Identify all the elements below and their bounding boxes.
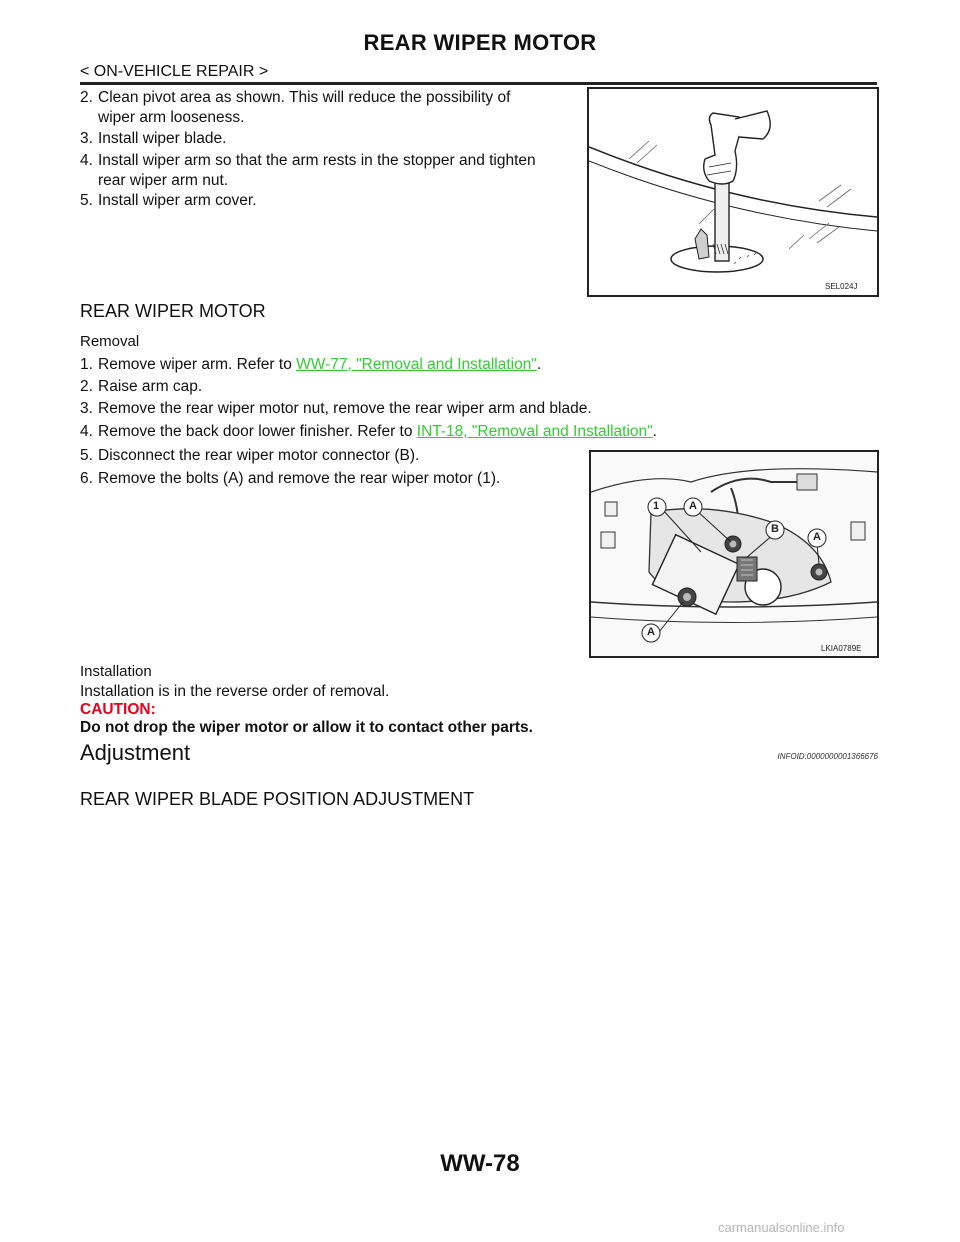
install-step-3: 3. Install wiper blade. bbox=[80, 130, 227, 147]
install-step-2: 2. Clean pivot area as shown. This will reduce the possibility of wiper arm looseness. bbox=[80, 89, 511, 126]
removal-step-2: 2. Raise arm cap. bbox=[80, 378, 203, 395]
removal-heading: Removal bbox=[80, 333, 140, 350]
caution-text: Do not drop the wiper motor or allow it to contact other parts. bbox=[80, 719, 533, 736]
figure-wiper-motor bbox=[589, 450, 879, 658]
callout-bolt-a-bottom: A bbox=[647, 626, 655, 638]
removal-step-4: 4. Remove the back door lower finisher. Refer to INT-18, "Removal and Installation". bbox=[80, 423, 657, 440]
callout-bolt-a-right: A bbox=[813, 531, 821, 543]
page-title: REAR WIPER MOTOR bbox=[363, 30, 597, 55]
removal-step-6: 6. Remove the bolts (A) and remove the rear wiper motor (1). bbox=[80, 470, 501, 487]
figure2-label: LKIA0789E bbox=[821, 644, 862, 653]
section-breadcrumb: < ON-VEHICLE REPAIR > bbox=[80, 63, 269, 80]
page-number: WW-78 bbox=[440, 1150, 520, 1177]
header-rule bbox=[80, 82, 877, 85]
removal-step-3: 3. Remove the rear wiper motor nut, remove the rear wiper arm and blade. bbox=[80, 400, 592, 417]
installation-heading: Installation bbox=[80, 663, 152, 680]
install-step-4: 4. Install wiper arm so that the arm rests in the stopper and tighten rear wiper arm nut. bbox=[80, 152, 536, 189]
callout-connector-b: B bbox=[771, 523, 779, 535]
wiper-motor-illustration bbox=[591, 452, 877, 656]
removal-step-5: 5. Disconnect the rear wiper motor connector (B). bbox=[80, 447, 420, 464]
callout-bolt-a-top: A bbox=[689, 500, 697, 512]
callout-motor-1: 1 bbox=[653, 500, 660, 512]
rear-wiper-motor-heading: REAR WIPER MOTOR bbox=[80, 301, 266, 321]
adjustment-heading: Adjustment bbox=[80, 740, 191, 765]
info-id: INFOID:0000000001366676 bbox=[777, 752, 878, 761]
link-int-18[interactable]: INT-18, "Removal and Installation" bbox=[416, 423, 653, 440]
caution-label: CAUTION: bbox=[80, 701, 156, 718]
link-ww-77[interactable]: WW-77, "Removal and Installation" bbox=[296, 356, 537, 373]
installation-text: Installation is in the reverse order of removal. bbox=[80, 683, 390, 700]
figure-pivot-cleaning bbox=[587, 87, 879, 297]
blade-position-heading: REAR WIPER BLADE POSITION ADJUSTMENT bbox=[80, 789, 475, 809]
removal-step-1: 1. Remove wiper arm. Refer to WW-77, "Removal and Installation". bbox=[80, 356, 542, 373]
watermark: carmanualsonline.info bbox=[718, 1220, 845, 1235]
figure1-label: SEL024J bbox=[825, 282, 858, 291]
install-step-5: 5. Install wiper arm cover. bbox=[80, 192, 257, 209]
pivot-cleaning-illustration bbox=[589, 89, 877, 295]
